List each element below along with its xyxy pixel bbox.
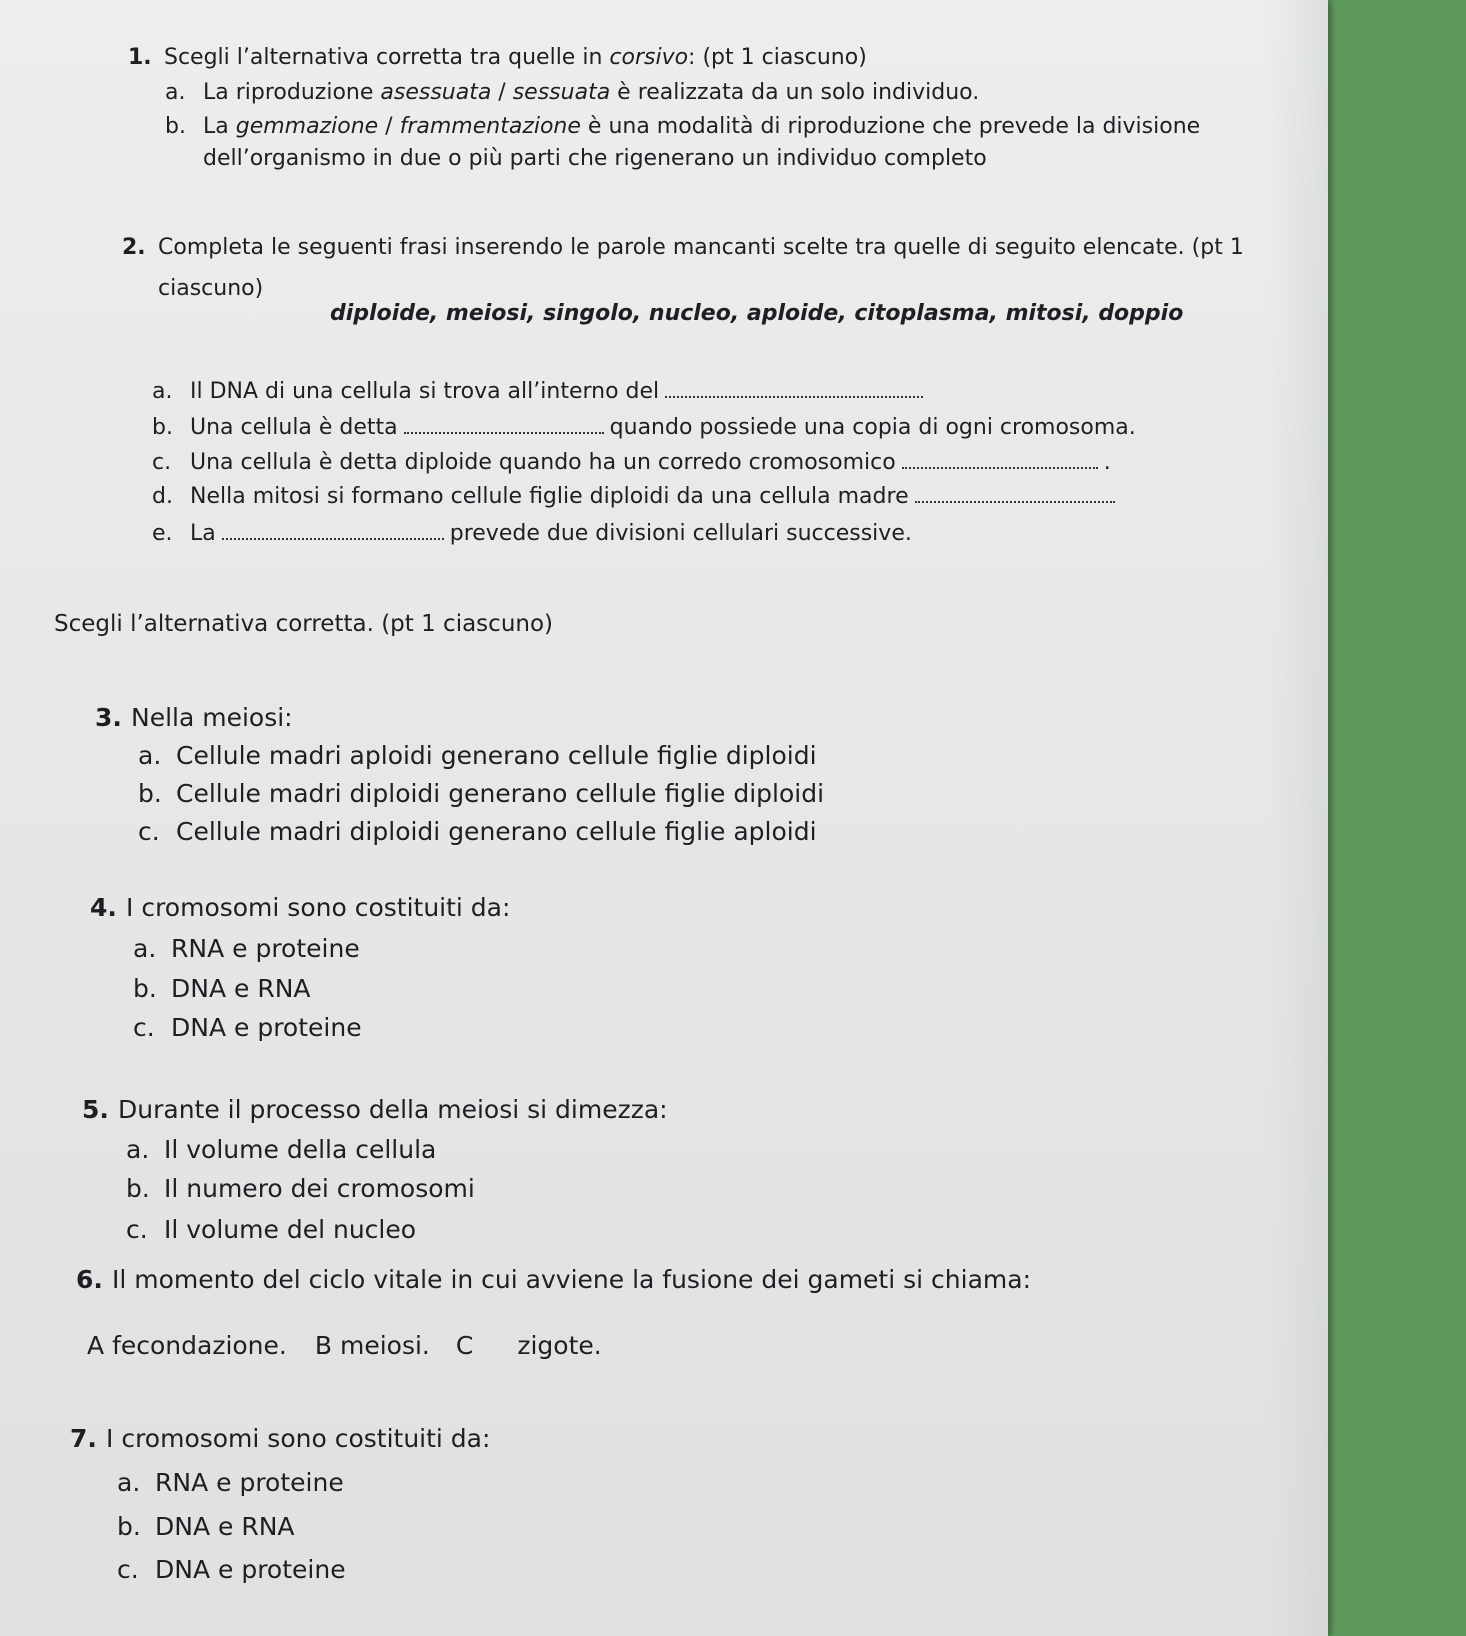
q2-prompt-line1: Completa le seguenti frasi inserendo le parole mancanti scelte tra quelle di seguito elencate. (pt 1 <box>158 235 1244 260</box>
q1a-opt2: sessuata <box>512 80 611 105</box>
q1b-post: è una modalità di riproduzione che prevede la divisione <box>580 114 1201 139</box>
q5-option-b[interactable] <box>126 1173 475 1205</box>
q4-question <box>90 892 510 924</box>
q6-number: 6. <box>76 1265 103 1294</box>
q6-text: Il momento del ciclo vitale in cui avviene la fusione dei gameti si chiama: <box>112 1265 1031 1294</box>
q5a-text: Il volume della cellula <box>164 1135 437 1164</box>
q2e-pre: La <box>190 521 216 546</box>
q6c-text: zigote. <box>517 1331 602 1360</box>
q4-option-b[interactable] <box>133 973 311 1005</box>
q1a-letter: a. <box>165 80 186 105</box>
q1-prompt-italic: corsivo <box>609 45 689 70</box>
q1-number: 1. <box>128 45 152 70</box>
q3-option-b[interactable] <box>138 778 824 810</box>
q4b-letter: b. <box>133 974 157 1003</box>
q3-option-a[interactable] <box>138 740 817 772</box>
q5-number: 5. <box>82 1095 109 1124</box>
q7-number: 7. <box>70 1424 97 1453</box>
q2c-pre: Una cellula è detta diploide quando ha un corredo cromosomico <box>190 450 896 475</box>
q5-option-a[interactable] <box>126 1134 436 1166</box>
q1-item-a <box>165 79 979 107</box>
q5b-text: Il numero dei cromosomi <box>164 1174 475 1203</box>
q2e-blank[interactable] <box>222 518 444 540</box>
q1b-opt2: frammentazione <box>399 114 581 139</box>
q3b-letter: b. <box>138 779 162 808</box>
q2d-blank[interactable] <box>915 481 1115 503</box>
q2-item-a <box>152 376 929 406</box>
q2-prompt <box>122 234 1244 262</box>
q1a-post: è realizzata da un solo individuo. <box>610 80 980 105</box>
q2-item-e <box>152 518 912 548</box>
q2b-pre: Una cellula è detta <box>190 415 398 440</box>
q1a-pre: La riproduzione <box>203 80 381 105</box>
q6-options <box>87 1330 602 1362</box>
q6a-text: fecondazione. <box>112 1331 287 1360</box>
q7a-letter: a. <box>117 1468 141 1497</box>
q2a-pre: Il DNA di una cellula si trova all’interno del <box>190 379 660 404</box>
q2-item-c <box>152 447 1111 477</box>
q2a-blank[interactable] <box>665 376 923 398</box>
q5-question <box>82 1094 668 1126</box>
q2c-blank[interactable] <box>902 447 1098 469</box>
q4-option-c[interactable] <box>133 1012 362 1044</box>
q3c-letter: c. <box>138 817 160 846</box>
q2a-letter: a. <box>152 379 173 404</box>
q2c-post: . <box>1103 450 1111 475</box>
q4c-text: DNA e proteine <box>171 1013 362 1042</box>
q3c-text: Cellule madri diploidi generano cellule figlie aploidi <box>176 817 817 846</box>
q4-text: I cromosomi sono costituiti da: <box>126 893 511 922</box>
q2-word-bank: diploide, meiosi, singolo, nucleo, aploide, citoplasma, mitosi, doppio <box>330 301 1184 326</box>
q2-prompt-line2: ciascuno) <box>158 276 264 301</box>
q2b-post: quando possiede una copia di ogni cromosoma. <box>609 415 1136 440</box>
q6-question <box>76 1264 1031 1296</box>
q5-text: Durante il processo della meiosi si dimezza: <box>118 1095 668 1124</box>
q6-option-b[interactable] <box>315 1331 430 1360</box>
q7-text: I cromosomi sono costituiti da: <box>106 1424 491 1453</box>
q6c-letter: C <box>455 1331 474 1360</box>
q6a-letter: A <box>87 1331 105 1360</box>
q2c-letter: c. <box>152 450 172 475</box>
q7-option-b[interactable] <box>117 1511 295 1543</box>
q2-number: 2. <box>122 235 146 260</box>
q7c-text: DNA e proteine <box>155 1555 346 1584</box>
q5b-letter: b. <box>126 1174 150 1203</box>
q7-question <box>70 1423 490 1455</box>
q7a-text: RNA e proteine <box>155 1468 344 1497</box>
q4-option-a[interactable] <box>133 933 360 965</box>
q7-option-c[interactable] <box>117 1554 346 1586</box>
q3a-letter: a. <box>138 741 162 770</box>
q1-prompt <box>128 44 867 72</box>
q1a-opt1: asessuata <box>380 80 492 105</box>
q2d-letter: d. <box>152 484 173 509</box>
q2d-pre: Nella mitosi si formano cellule figlie diploidi da una cellula madre <box>190 484 909 509</box>
q1a-sep: / <box>491 80 513 105</box>
q4b-text: DNA e RNA <box>171 974 311 1003</box>
q7-option-a[interactable] <box>117 1467 344 1499</box>
q6b-letter: B <box>314 1331 333 1360</box>
q6-option-a[interactable] <box>87 1331 287 1360</box>
q1-prompt-a: Scegli l’alternativa corretta tra quelle in <box>164 45 610 70</box>
q5c-text: Il volume del nucleo <box>164 1215 417 1244</box>
q2e-post: prevede due divisioni cellulari successive. <box>449 521 912 546</box>
q6-option-c[interactable] <box>456 1331 602 1360</box>
q4a-text: RNA e proteine <box>171 934 360 963</box>
q5c-letter: c. <box>126 1215 148 1244</box>
q7b-letter: b. <box>117 1512 141 1541</box>
q2b-letter: b. <box>152 415 173 440</box>
q4c-letter: c. <box>133 1013 155 1042</box>
q3b-text: Cellule madri diploidi generano cellule figlie diploidi <box>176 779 825 808</box>
q7c-letter: c. <box>117 1555 139 1584</box>
q3-text: Nella meiosi: <box>131 703 293 732</box>
q4-number: 4. <box>90 893 117 922</box>
q2-item-d <box>152 481 1121 511</box>
q1-item-b <box>165 113 1200 141</box>
q2b-blank[interactable] <box>404 412 604 434</box>
q1b-pre: La <box>203 114 236 139</box>
q3-number: 3. <box>95 703 122 732</box>
q2e-letter: e. <box>152 521 173 546</box>
q2-item-b <box>152 412 1136 442</box>
q7b-text: DNA e RNA <box>155 1512 295 1541</box>
q6b-text: meiosi. <box>339 1331 430 1360</box>
q1b-line2: dell’organismo in due o più parti che rigenerano un individuo completo <box>203 146 987 171</box>
q1b-opt1: gemmazione <box>235 114 379 139</box>
q3-option-c[interactable] <box>138 816 817 848</box>
q1-prompt-b: : (pt 1 ciascuno) <box>688 45 867 70</box>
q1b-sep: / <box>378 114 400 139</box>
q5a-letter: a. <box>126 1135 150 1164</box>
q5-option-c[interactable] <box>126 1214 416 1246</box>
q3a-text: Cellule madri aploidi generano cellule figlie diploidi <box>176 741 817 770</box>
q3-question <box>95 702 293 734</box>
section-heading: Scegli l’alternativa corretta. (pt 1 ciascuno) <box>54 611 554 637</box>
q4a-letter: a. <box>133 934 157 963</box>
q1b-letter: b. <box>165 114 186 139</box>
